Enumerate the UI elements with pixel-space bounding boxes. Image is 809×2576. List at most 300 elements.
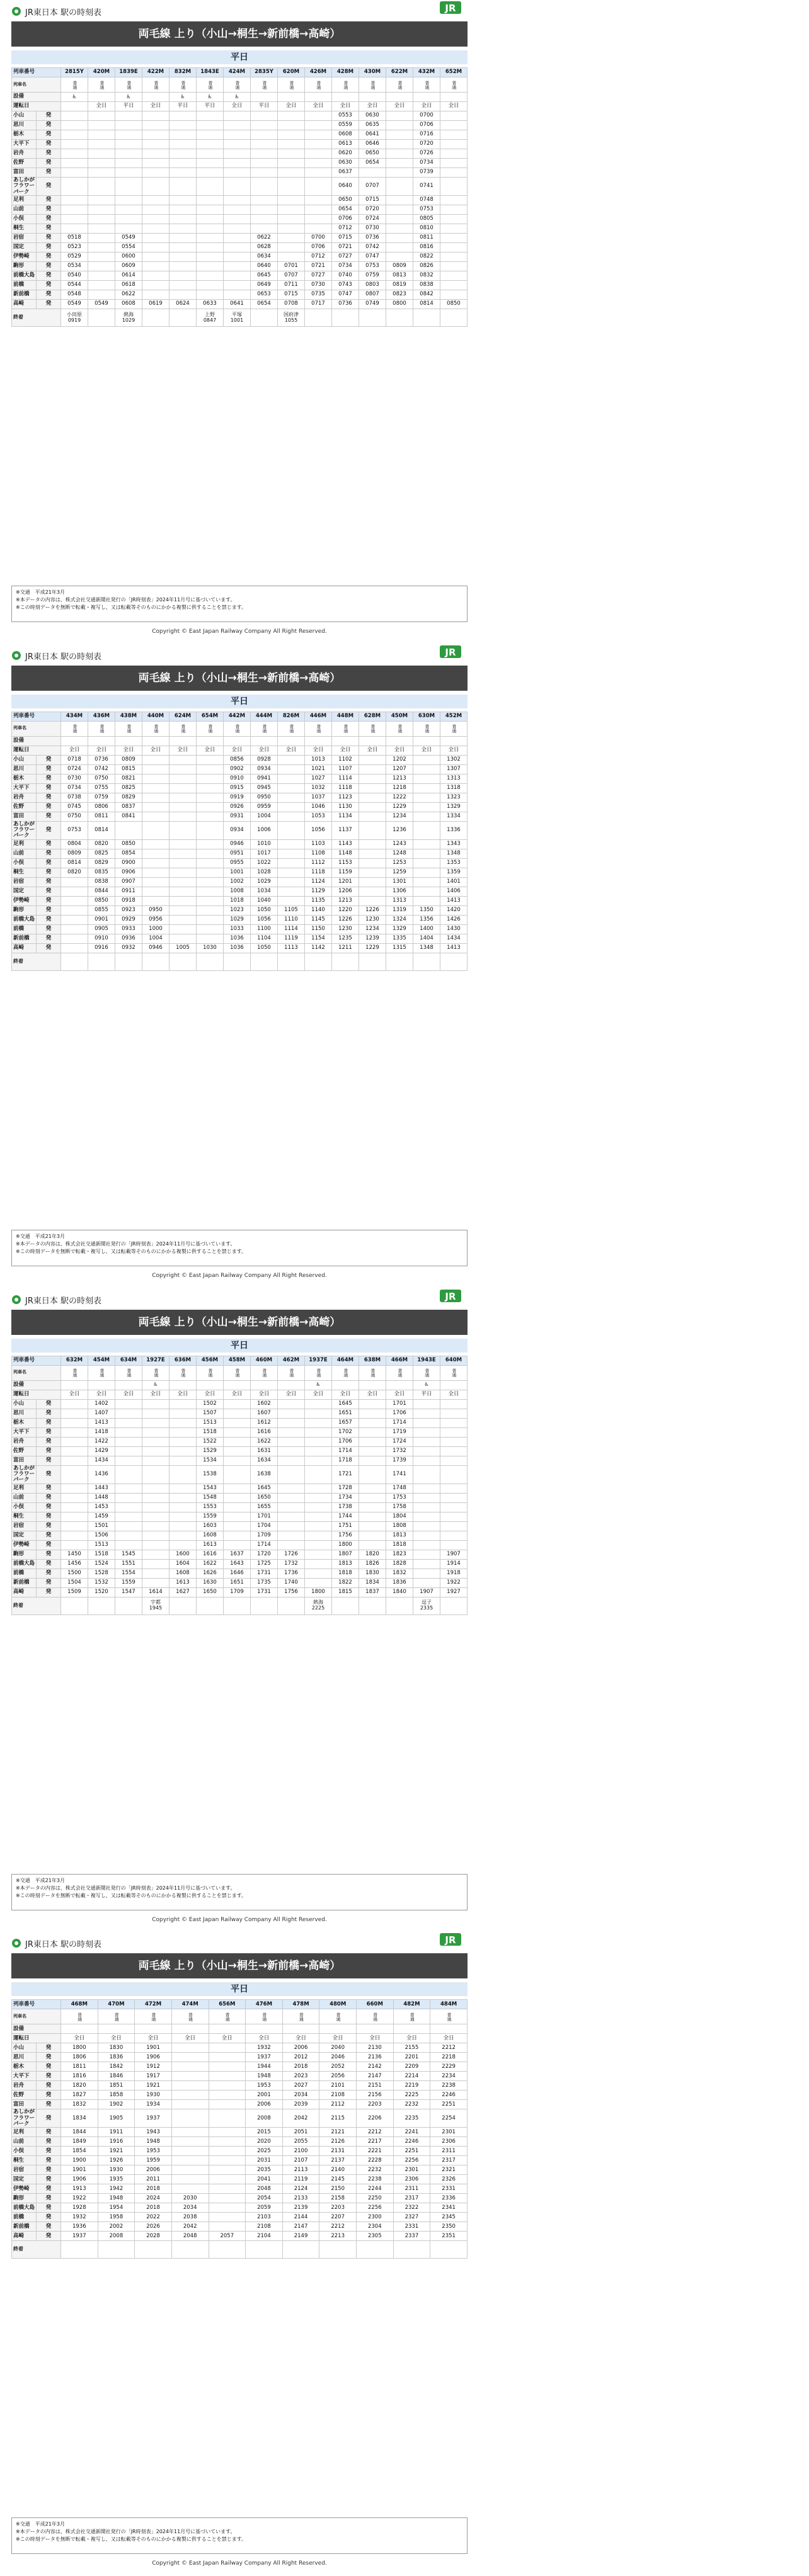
- station-name[interactable]: 山前: [12, 2137, 37, 2147]
- departure-time: [440, 1418, 468, 1427]
- departure-time: 1734: [332, 1493, 359, 1502]
- destination: [115, 953, 142, 970]
- departure-time: 2008: [98, 2232, 135, 2241]
- station-name[interactable]: 高崎: [12, 300, 37, 309]
- site-title: JR東日本 駅の時刻表: [25, 1940, 101, 1950]
- train-number: 2835Y: [251, 68, 278, 77]
- departure-time: 1612: [251, 1418, 278, 1427]
- departure-time: 2018: [135, 2184, 172, 2194]
- operation-day: 全日: [440, 746, 468, 755]
- station-row: [12, 1456, 468, 1465]
- departure-time: 1323: [440, 793, 468, 802]
- station-name[interactable]: 富田: [12, 168, 37, 178]
- departure-time: 1701: [386, 1399, 413, 1409]
- departure-time: 2027: [282, 2081, 319, 2091]
- departure-time: [305, 1559, 332, 1569]
- destination: [88, 1597, 115, 1614]
- station-name[interactable]: 伊勢崎: [12, 1540, 37, 1550]
- train-number: 622M: [386, 68, 413, 77]
- train-number-row: [12, 68, 468, 77]
- station-row: [12, 2081, 468, 2091]
- departure-time: [197, 849, 224, 858]
- departure-time: [278, 1456, 305, 1465]
- destination: [224, 953, 251, 970]
- departure-time: [224, 159, 251, 168]
- train-number: 460M: [251, 1356, 278, 1365]
- train-name: 普通: [386, 1365, 413, 1380]
- departure-time: 0902: [224, 764, 251, 774]
- station-name[interactable]: 前橋: [12, 1569, 37, 1578]
- departure-mark: 発: [37, 1578, 61, 1587]
- departure-time: 1651: [224, 1578, 251, 1587]
- station-name[interactable]: 前橋大島: [12, 271, 37, 281]
- departure-time: [278, 1465, 305, 1484]
- departure-time: 1053: [305, 812, 332, 821]
- departure-time: [115, 1531, 142, 1540]
- departure-time: [171, 2091, 209, 2100]
- departure-time: [278, 1493, 305, 1502]
- station-name[interactable]: あしかがフラワーパーク: [12, 821, 37, 839]
- departure-time: 1917: [135, 2072, 172, 2081]
- departure-time: 2131: [319, 2147, 357, 2156]
- departure-time: [413, 793, 440, 802]
- wheelchair-icon: [332, 1380, 359, 1390]
- station-name[interactable]: 国定: [12, 1531, 37, 1540]
- departure-time: 0910: [88, 934, 115, 943]
- departure-time: [115, 1456, 142, 1465]
- departure-time: [169, 812, 197, 821]
- timetable-page: [0, 644, 809, 1288]
- departure-time: 1329: [386, 924, 413, 934]
- station-name[interactable]: 小山: [12, 2043, 37, 2053]
- station-name[interactable]: あしかがフラワーパーク: [12, 2109, 37, 2128]
- departure-time: [169, 262, 197, 271]
- departure-time: 1234: [386, 812, 413, 821]
- departure-time: 2101: [319, 2081, 357, 2091]
- departure-time: 0554: [115, 243, 142, 252]
- station-name[interactable]: 国定: [12, 2175, 37, 2184]
- departure-time: [197, 812, 224, 821]
- departure-time: 2020: [246, 2137, 283, 2147]
- departure-time: 1509: [61, 1587, 88, 1597]
- station-name[interactable]: 伊勢崎: [12, 896, 37, 905]
- station-name[interactable]: 桐生: [12, 1512, 37, 1521]
- svg-text:JR: JR: [445, 1934, 456, 1946]
- arrival-time: 1029: [122, 317, 135, 323]
- train-number: 442M: [224, 712, 251, 721]
- departure-time: 0715: [278, 290, 305, 300]
- station-name[interactable]: 足利: [12, 1484, 37, 1493]
- departure-time: [224, 290, 251, 300]
- wheelchair-icon: [98, 2024, 135, 2034]
- station-name[interactable]: 岩舟: [12, 149, 37, 159]
- departure-time: 0936: [115, 934, 142, 943]
- station-name[interactable]: 前橋: [12, 924, 37, 934]
- destination: [386, 1597, 413, 1614]
- departure-time: 0717: [305, 300, 332, 309]
- departure-time: [169, 1531, 197, 1540]
- operation-day: 全日: [413, 102, 440, 111]
- departure-time: 0740: [332, 271, 359, 281]
- station-name[interactable]: 岩舟: [12, 2081, 37, 2091]
- departure-time: [142, 149, 169, 159]
- station-name[interactable]: 前橋大島: [12, 2203, 37, 2213]
- departure-time: [142, 1502, 169, 1512]
- wheelchair-icon: [197, 1380, 224, 1390]
- departure-time: [440, 290, 468, 300]
- departure-time: 1948: [246, 2072, 283, 2081]
- station-name[interactable]: 岩舟: [12, 793, 37, 802]
- departure-time: [142, 1456, 169, 1465]
- station-name[interactable]: 伊勢崎: [12, 2184, 37, 2194]
- operation-day: 全日: [142, 1390, 169, 1399]
- departure-time: 1018: [224, 896, 251, 905]
- operation-day: 全日: [305, 102, 332, 111]
- station-name[interactable]: 小俣: [12, 858, 37, 868]
- departure-time: [386, 252, 413, 262]
- wheelchair-icon: [88, 1380, 115, 1390]
- departure-time: 1507: [197, 1409, 224, 1418]
- destination: [88, 309, 115, 327]
- station-name[interactable]: 富田: [12, 1456, 37, 1465]
- station-name[interactable]: あしかがフラワーパーク: [12, 178, 37, 196]
- station-name[interactable]: 国定: [12, 243, 37, 252]
- departure-time: [115, 1399, 142, 1409]
- departure-time: 2306: [393, 2175, 430, 2184]
- departure-time: 2059: [246, 2203, 283, 2213]
- station-name[interactable]: 思川: [12, 121, 37, 130]
- departure-time: [305, 1399, 332, 1409]
- station-name[interactable]: 前橋大島: [12, 915, 37, 924]
- station-name[interactable]: 新前橋: [12, 934, 37, 943]
- destination: [197, 953, 224, 970]
- station-name[interactable]: 大平下: [12, 2072, 37, 2081]
- station-name[interactable]: 駒形: [12, 1550, 37, 1559]
- destination: [282, 2241, 319, 2259]
- departure-time: [440, 205, 468, 215]
- departure-time: 2331: [393, 2222, 430, 2232]
- departure-time: [224, 1531, 251, 1540]
- copyright: Copyright © East Japan Railway Company All Right Reserved.: [152, 1916, 327, 1923]
- station-name[interactable]: 栃木: [12, 130, 37, 140]
- departure-time: 0646: [359, 140, 386, 149]
- station-name[interactable]: 小山: [12, 1399, 37, 1409]
- departure-time: [169, 1484, 197, 1493]
- station-name[interactable]: 新前橋: [12, 290, 37, 300]
- wheelchair-icon: [224, 736, 251, 746]
- departure-time: 2119: [282, 2175, 319, 2184]
- departure-time: 1709: [251, 1531, 278, 1540]
- departure-time: 2158: [319, 2194, 357, 2203]
- station-name[interactable]: 岩宿: [12, 234, 37, 243]
- wheelchair-icon: [413, 93, 440, 102]
- departure-time: [169, 887, 197, 896]
- departure-time: 1545: [115, 1550, 142, 1559]
- departure-time: [197, 111, 224, 121]
- departure-time: [197, 215, 224, 224]
- departure-time: 1243: [386, 839, 413, 849]
- departure-time: 1800: [305, 1587, 332, 1597]
- departure-time: 1119: [278, 934, 305, 943]
- station-name[interactable]: 栃木: [12, 1418, 37, 1427]
- departure-time: 1613: [197, 1540, 224, 1550]
- station-name[interactable]: 前橋: [12, 281, 37, 290]
- departure-time: [413, 868, 440, 877]
- departure-time: 1807: [332, 1550, 359, 1559]
- note-line: ※この時刻データを無断で転載・複写し、又は転載等そのものにかかる複製に供することを禁じます。: [16, 1248, 247, 1254]
- departure-time: 1706: [386, 1409, 413, 1418]
- departure-time: [305, 1540, 332, 1550]
- station-name[interactable]: 佐野: [12, 802, 37, 812]
- departure-mark: 発: [37, 215, 61, 224]
- station-row: [12, 1521, 468, 1531]
- departure-time: 1027: [305, 774, 332, 783]
- departure-time: 1006: [251, 821, 278, 839]
- departure-time: 0640: [332, 178, 359, 196]
- station-name[interactable]: 栃木: [12, 2062, 37, 2072]
- departure-time: 2100: [282, 2147, 319, 2156]
- station-name[interactable]: 佐野: [12, 1446, 37, 1456]
- station-name[interactable]: 佐野: [12, 159, 37, 168]
- station-row: [12, 774, 468, 783]
- departure-time: 1302: [440, 755, 468, 764]
- departure-time: [197, 839, 224, 849]
- station-row: [12, 1559, 468, 1569]
- train-name: 普通: [386, 721, 413, 736]
- station-name[interactable]: 岩宿: [12, 877, 37, 887]
- station-name[interactable]: 富田: [12, 2100, 37, 2109]
- departure-time: 1028: [251, 868, 278, 877]
- operation-day: 全日: [98, 2034, 135, 2043]
- train-name: 普通: [98, 2009, 135, 2024]
- departure-time: [197, 205, 224, 215]
- green-leaf-icon: [11, 6, 23, 16]
- departure-time: [171, 2184, 209, 2194]
- train-number: 1943E: [413, 1356, 440, 1365]
- departure-time: [61, 168, 88, 178]
- station-name[interactable]: 山前: [12, 849, 37, 858]
- departure-time: 0711: [278, 281, 305, 290]
- site-header: [11, 644, 468, 663]
- station-name[interactable]: 大平下: [12, 783, 37, 793]
- station-name[interactable]: 小俣: [12, 215, 37, 224]
- station-name[interactable]: 小山: [12, 111, 37, 121]
- note-line: ※本データの内容は、株式会社交通新聞社発行の「JR時刻表」2024年11月号に基づいています。: [16, 597, 236, 603]
- station-name[interactable]: 思川: [12, 1409, 37, 1418]
- departure-time: [115, 130, 142, 140]
- station-name[interactable]: 桐生: [12, 868, 37, 877]
- departure-time: 1840: [386, 1587, 413, 1597]
- station-name[interactable]: 山前: [12, 1493, 37, 1502]
- green-leaf-icon: [11, 1295, 23, 1305]
- departure-time: [440, 271, 468, 281]
- departure-time: [142, 896, 169, 905]
- departure-time: 1112: [305, 858, 332, 868]
- departure-time: [224, 1409, 251, 1418]
- station-name[interactable]: 富田: [12, 812, 37, 821]
- station-name[interactable]: 前橋大島: [12, 1559, 37, 1569]
- departure-time: 0630: [332, 159, 359, 168]
- station-name[interactable]: 小俣: [12, 1502, 37, 1512]
- operation-day-row: [12, 1390, 468, 1399]
- wheelchair-icon: [440, 1380, 468, 1390]
- departure-time: 1253: [386, 858, 413, 868]
- wheelchair-icon: [224, 1380, 251, 1390]
- departure-time: 2225: [393, 2091, 430, 2100]
- train-number-row: [12, 1356, 468, 1365]
- departure-time: [169, 905, 197, 915]
- station-name[interactable]: 思川: [12, 764, 37, 774]
- station-name[interactable]: 桐生: [12, 224, 37, 234]
- departure-time: 0549: [61, 300, 88, 309]
- departure-time: [278, 868, 305, 877]
- station-name[interactable]: 思川: [12, 2053, 37, 2062]
- station-name[interactable]: 小俣: [12, 2147, 37, 2156]
- departure-time: [413, 839, 440, 849]
- departure-time: 1559: [115, 1578, 142, 1587]
- station-name[interactable]: 新前橋: [12, 2222, 37, 2232]
- departure-mark: 発: [37, 1550, 61, 1559]
- arrival-time: 1001: [230, 317, 244, 323]
- station-name[interactable]: 栃木: [12, 774, 37, 783]
- departure-time: [197, 858, 224, 868]
- station-name[interactable]: 高崎: [12, 943, 37, 953]
- station-name[interactable]: 桐生: [12, 2156, 37, 2165]
- departure-time: 0835: [88, 868, 115, 877]
- train-number: 420M: [88, 68, 115, 77]
- departure-time: [88, 224, 115, 234]
- station-name[interactable]: 大平下: [12, 140, 37, 149]
- departure-mark: 発: [37, 2203, 61, 2213]
- wheelchair-icon: [61, 2024, 98, 2034]
- station-name[interactable]: 佐野: [12, 2091, 37, 2100]
- departure-time: 0734: [413, 159, 440, 168]
- departure-time: [61, 1493, 88, 1502]
- departure-time: 2217: [357, 2137, 394, 2147]
- departure-time: 0842: [413, 290, 440, 300]
- departure-time: [413, 774, 440, 783]
- station-row: [12, 205, 468, 215]
- departure-time: 0742: [88, 764, 115, 774]
- departure-time: [209, 2128, 246, 2137]
- station-name[interactable]: 岩舟: [12, 1437, 37, 1446]
- departure-time: [413, 812, 440, 821]
- departure-time: [278, 755, 305, 764]
- station-name[interactable]: 小山: [12, 755, 37, 764]
- destination: [319, 2241, 357, 2259]
- departure-time: 1738: [332, 1502, 359, 1512]
- departure-time: [209, 2222, 246, 2232]
- departure-time: 1434: [440, 934, 468, 943]
- departure-time: 0810: [413, 224, 440, 234]
- station-name[interactable]: 大平下: [12, 1427, 37, 1437]
- station-name[interactable]: 足利: [12, 839, 37, 849]
- departure-time: 1118: [332, 783, 359, 793]
- departure-time: 1842: [98, 2062, 135, 2072]
- departure-time: 2015: [246, 2128, 283, 2137]
- train-number: 638M: [359, 1356, 386, 1365]
- departure-time: [440, 1540, 468, 1550]
- departure-time: 0641: [224, 300, 251, 309]
- departure-time: [197, 243, 224, 252]
- station-name[interactable]: 駒形: [12, 905, 37, 915]
- departure-time: [305, 1502, 332, 1512]
- departure-time: 1559: [197, 1512, 224, 1521]
- train-number: 652M: [440, 68, 468, 77]
- departure-time: [413, 1465, 440, 1484]
- departure-time: 2006: [282, 2043, 319, 2053]
- departure-time: 0600: [115, 252, 142, 262]
- departure-time: 2113: [282, 2165, 319, 2175]
- departure-time: 1626: [197, 1569, 224, 1578]
- departure-time: [197, 140, 224, 149]
- station-name[interactable]: 高崎: [12, 2232, 37, 2241]
- destination: [61, 953, 88, 970]
- departure-time: 2300: [357, 2213, 394, 2222]
- departure-time: [61, 1465, 88, 1484]
- station-name[interactable]: 岩宿: [12, 1521, 37, 1531]
- departure-time: [171, 2137, 209, 2147]
- departure-time: 1751: [332, 1521, 359, 1531]
- train-number: 484M: [430, 2000, 468, 2009]
- departure-time: 1123: [332, 793, 359, 802]
- train-name-label: 列車名: [12, 2009, 61, 2024]
- destination: [142, 1597, 169, 1614]
- station-name[interactable]: 前橋: [12, 2213, 37, 2222]
- departure-time: [278, 1437, 305, 1446]
- departure-time: 2218: [430, 2053, 468, 2062]
- departure-time: [88, 140, 115, 149]
- train-name: 普通: [61, 77, 88, 93]
- station-row: [12, 1399, 468, 1409]
- departure-mark: 発: [37, 905, 61, 915]
- station-name[interactable]: 山前: [12, 205, 37, 215]
- departure-time: 1744: [332, 1512, 359, 1521]
- station-name[interactable]: 駒形: [12, 262, 37, 271]
- departure-time: [359, 1427, 386, 1437]
- departure-time: [251, 130, 278, 140]
- station-row: [12, 2128, 468, 2137]
- departure-time: [440, 1437, 468, 1446]
- station-name[interactable]: 新前橋: [12, 1578, 37, 1587]
- departure-time: 0548: [61, 290, 88, 300]
- departure-time: 1004: [251, 812, 278, 821]
- departure-time: 1836: [386, 1578, 413, 1587]
- station-name[interactable]: 足利: [12, 196, 37, 205]
- station-name[interactable]: あしかがフラワーパーク: [12, 1465, 37, 1484]
- departure-time: 1724: [386, 1437, 413, 1446]
- departure-time: [224, 121, 251, 130]
- departure-time: [278, 215, 305, 224]
- departure-time: [359, 839, 386, 849]
- station-name[interactable]: 国定: [12, 887, 37, 896]
- station-name[interactable]: 高崎: [12, 1587, 37, 1597]
- departure-time: 1958: [98, 2213, 135, 2222]
- station-name[interactable]: 岩宿: [12, 2165, 37, 2175]
- departure-time: 2149: [282, 2232, 319, 2241]
- station-name[interactable]: 足利: [12, 2128, 37, 2137]
- train-name: 普通: [430, 2009, 468, 2024]
- departure-time: [305, 1409, 332, 1418]
- station-name[interactable]: 駒形: [12, 2194, 37, 2203]
- station-name[interactable]: 伊勢崎: [12, 252, 37, 262]
- departure-time: 1404: [413, 934, 440, 943]
- destination-station: 熱海: [313, 1599, 323, 1606]
- departure-mark: 発: [37, 2081, 61, 2091]
- wheelchair-icon: [61, 1380, 88, 1390]
- departure-mark: 発: [37, 1587, 61, 1597]
- site-header: [11, 1288, 468, 1307]
